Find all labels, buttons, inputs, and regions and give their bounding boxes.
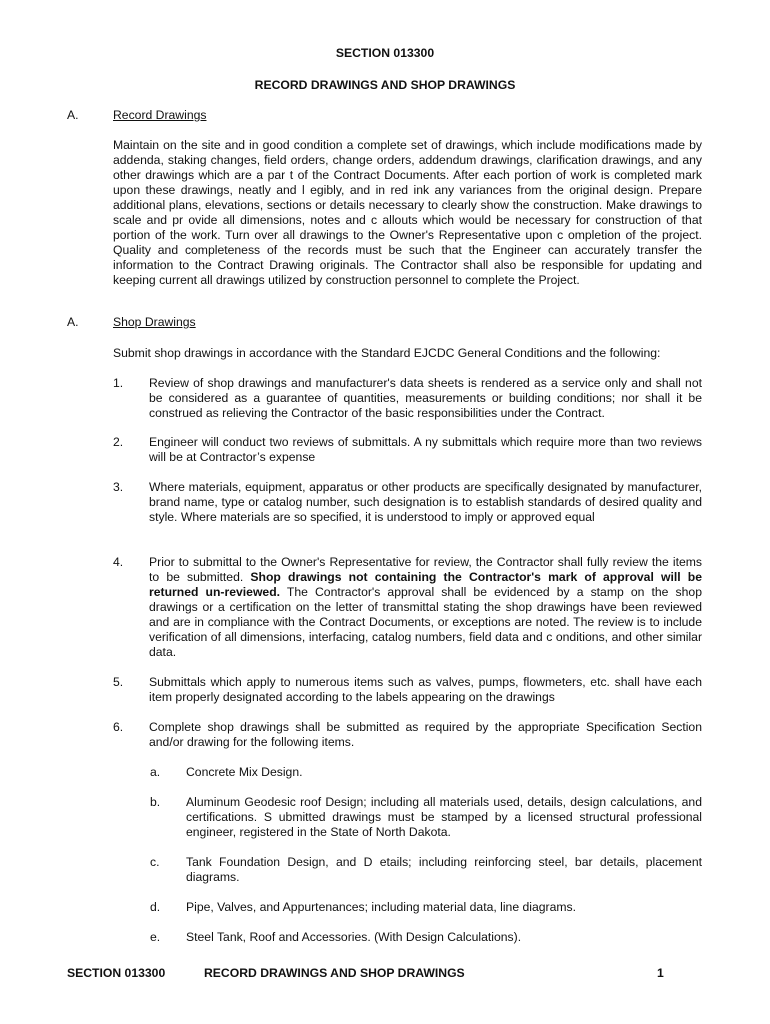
footer-section: SECTION 013300 <box>67 966 166 980</box>
subitem-letter: d. <box>150 900 161 914</box>
item-number: 1. <box>113 376 124 390</box>
subitem: Concrete Mix Design. <box>186 765 303 779</box>
item-number: 2. <box>113 435 124 449</box>
subitem: Steel Tank, Roof and Accessories. (With Design Calculations). <box>186 930 522 944</box>
subitem: Tank Foundation Design, and D etails; including reinforcing steel, bar details, placement diagrams. <box>186 855 702 884</box>
footer-page-number: 1 <box>657 966 664 980</box>
item-number: 3. <box>113 480 124 494</box>
footer-title: RECORD DRAWINGS AND SHOP DRAWINGS <box>204 966 465 980</box>
record-heading: Record Drawings <box>113 108 207 122</box>
item-text-bold: Shop drawings not containing the Contractor's mark of approval will be returned un-reviewed. <box>149 570 702 599</box>
list-item: Complete shop drawings shall be submitted as required by the appropriate Specification Section and/or drawing for the following items. <box>149 720 702 749</box>
subitem-letter: c. <box>150 855 160 869</box>
list-item: Engineer will conduct two reviews of submittals. A ny submittals which require more than two reviews will be at Contractor’s expense <box>149 435 702 464</box>
subitem-letter: e. <box>150 930 161 944</box>
item-number: 6. <box>113 720 124 734</box>
list-item: Submittals which apply to numerous items such as valves, pumps, flowmeters, etc. shall have each item properly designated according to the labels appearing on the drawings <box>149 675 702 704</box>
item-text: The Contractor's approval shall be evidenced by a stamp on the shop drawings or a certification on the letter of transmittal stating the shop drawings have been reviewed and are in compliance with the Contract Documents, or exceptions are noted. The review is to include verification of all dimensions, interfacing, catalog numbers, field data and c onditions, and other similar data. <box>149 585 702 659</box>
record-paragraph: Maintain on the site and in good condition a complete set of drawings, which include modifications made by addenda, staking changes, field orders, change orders, addendum drawings, clarification drawings, and any other drawings which are a par t of the Contract Documents. After each portion of work is completed mark upon these drawings, neatly and l egibly, and in red ink any variances from the original design. Prepare additional plans, elevations, sections or details necessary to clearly show the construction. Make drawings to scale and pr ovide all dimensions, notes and c allouts which would be necessary for construction of that portion of the work. Turn over all drawings to the Owner's Representative upon c ompletion of the project. Quality and completeness of the records must be such that the Engineer can accurately transfer the information to the Contract Drawing originals. The Contractor shall also be responsible for updating and keeping current all drawings utilized by construction personnel to complete the Project. <box>113 138 702 287</box>
subitem: Aluminum Geodesic roof Design; including all materials used, details, design calculations, and certifications. S ubmitted drawings must be stamped by a licensed structural professional engineer, registered in the State of North Dakota. <box>186 795 702 839</box>
item-number: 4. <box>113 555 124 569</box>
subitem-letter: a. <box>150 765 161 779</box>
subitem-letter: b. <box>150 795 161 809</box>
shop-intro: Submit shop drawings in accordance with the Standard EJCDC General Conditions and the following: <box>113 346 661 360</box>
list-item <box>149 555 702 660</box>
section-title: RECORD DRAWINGS AND SHOP DRAWINGS <box>254 78 516 92</box>
list-item: Review of shop drawings and manufacturer's data sheets is rendered as a service only and shall not be considered as a guarantee of quantities, measurements or building conditions; nor shall it be construed as relieving the Contractor of the basic responsibilities under the Contract. <box>149 376 702 420</box>
record-letter: A. <box>67 108 79 122</box>
item-number: 5. <box>113 675 124 689</box>
list-item: Where materials, equipment, apparatus or other products are specifically designated by manufacturer, brand name, type or catalog number, such designation is to establish standards of desired quality and style. Where materials are so specified, it is understood to imply or approved equal <box>149 480 702 524</box>
item-text: Prior to submittal to the Owner's Representative for review, the Contractor shall fully review the items to be submitted. <box>149 555 702 584</box>
subitem: Pipe, Valves, and Appurtenances; including material data, line diagrams. <box>186 900 577 914</box>
section-number: SECTION 013300 <box>335 46 435 60</box>
shop-letter: A. <box>67 315 79 329</box>
shop-heading: Shop Drawings <box>113 315 196 329</box>
